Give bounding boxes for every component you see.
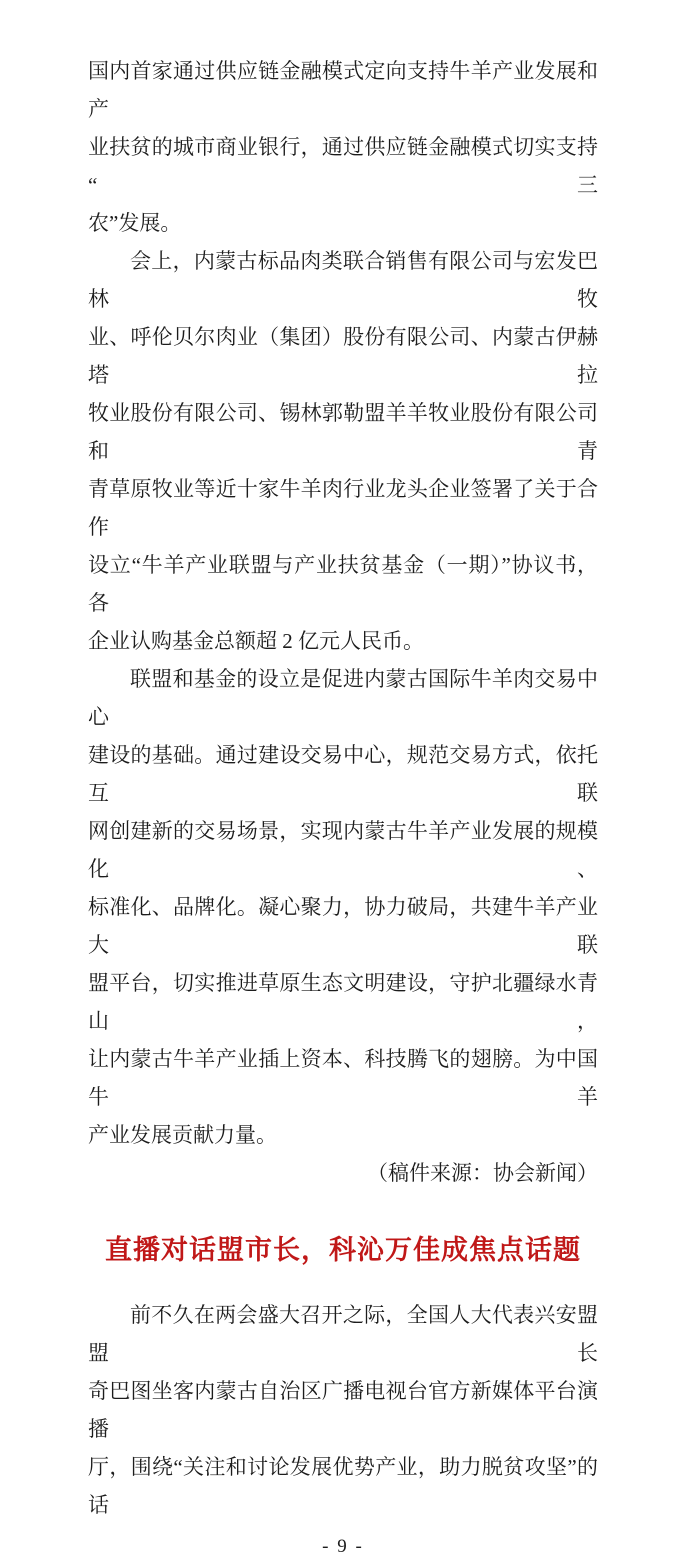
page-number: - 9 - [322,1536,364,1557]
article-prev-body [88,52,598,1154]
text-line: 业、呼伦贝尔肉业（集团）股份有限公司、内蒙古伊赫塔拉 [88,325,598,387]
text-line: 前不久在两会盛大召开之际，全国人大代表兴安盟盟长 [88,1303,598,1365]
text-line: 厅，围绕“关注和讨论发展优势产业，助力脱贫攻坚”的话 [88,1455,598,1517]
text-block [88,0,598,1562]
text-line: 农”发展。 [88,211,182,235]
source-note: （稿件来源：协会新闻） [367,1161,598,1185]
text-line: 联盟和基金的设立是促进内蒙古国际牛羊肉交易中心 [88,667,598,729]
text-line: 企业认购基金总额超 2 亿元人民币。 [88,629,424,653]
text-line: 建设的基础。通过建设交易中心，规范交易方式，依托互联 [88,743,598,805]
text-line: 让内蒙古牛羊产业插上资本、科技腾飞的翅膀。为中国牛羊 [88,1047,598,1109]
text-line: 网创建新的交易场景，实现内蒙古牛羊产业发展的规模化、 [88,819,598,881]
text-line: 奇巴图坐客内蒙古自治区广播电视台官方新媒体平台演播 [88,1379,598,1441]
article-title: 直播对话盟市长，科沁万佳成焦点话题 [105,1235,581,1265]
text-line: 业扶贫的城市商业银行，通过供应链金融模式切实支持 “三 [88,135,598,197]
article-next-body [88,1296,598,1524]
text-line: 牧业股份有限公司、锡林郭勒盟羊羊牧业股份有限公司和青 [88,401,598,463]
text-line: 会上，内蒙古标品肉类联合销售有限公司与宏发巴林牧 [88,249,598,311]
text-line: 标准化、品牌化。凝心聚力，协力破局，共建牛羊产业大联 [88,895,598,957]
text-line: 产业发展贡献力量。 [88,1123,277,1147]
text-line: 盟平台，切实推进草原生态文明建设，守护北疆绿水青山， [88,971,598,1033]
text-line: 国内首家通过供应链金融模式定向支持牛羊产业发展和产 [88,59,598,121]
text-line: 设立“牛羊产业联盟与产业扶贫基金（一期）”协议书，各 [88,553,598,615]
text-line: 青草原牧业等近十家牛羊肉行业龙头企业签署了关于合作 [88,477,598,539]
